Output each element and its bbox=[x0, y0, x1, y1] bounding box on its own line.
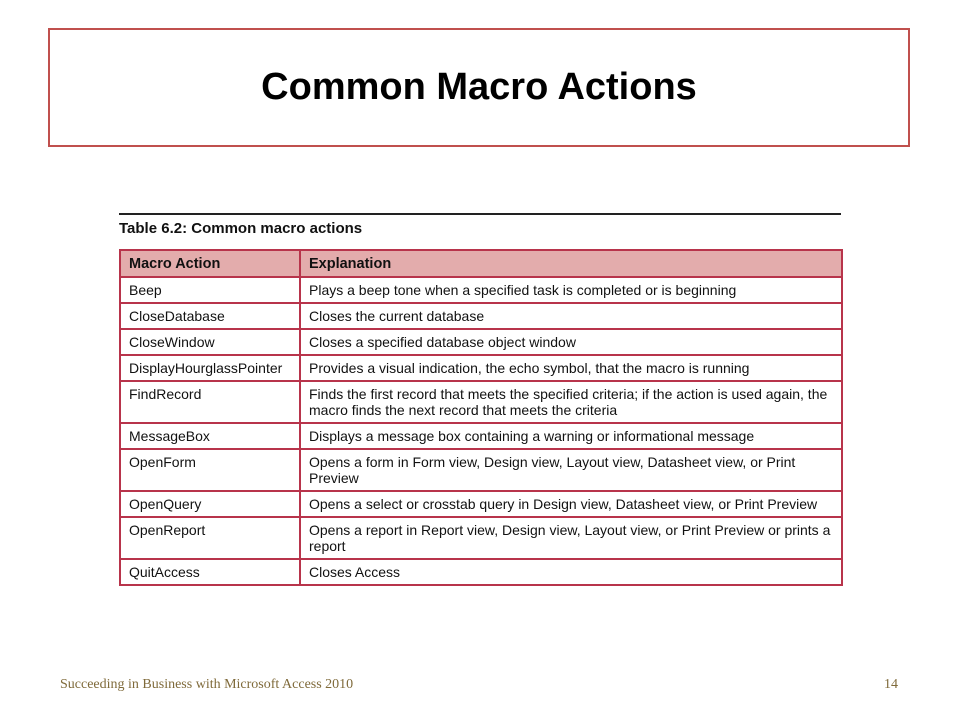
column-header-explanation: Explanation bbox=[300, 250, 842, 277]
table-row bbox=[120, 381, 842, 423]
macro-action-cell: OpenForm bbox=[120, 449, 300, 491]
macro-action-cell: OpenReport bbox=[120, 517, 300, 559]
table-row bbox=[120, 303, 842, 329]
explanation-cell: Finds the first record that meets the specified criteria; if the action is used again, the macro finds the next record that meets the criteria bbox=[300, 381, 842, 423]
macro-action-cell: CloseWindow bbox=[120, 329, 300, 355]
table-row bbox=[120, 277, 842, 303]
macro-action-cell: OpenQuery bbox=[120, 491, 300, 517]
table-row bbox=[120, 491, 842, 517]
table-row bbox=[120, 559, 842, 585]
table-row bbox=[120, 517, 842, 559]
macro-action-cell: Beep bbox=[120, 277, 300, 303]
explanation-cell: Closes a specified database object window bbox=[300, 329, 842, 355]
table-row bbox=[120, 355, 842, 381]
explanation-cell: Opens a report in Report view, Design view, Layout view, or Print Preview or prints a report bbox=[300, 517, 842, 559]
table-header-row bbox=[120, 250, 842, 277]
table-row bbox=[120, 449, 842, 491]
table-row bbox=[120, 423, 842, 449]
explanation-cell: Closes the current database bbox=[300, 303, 842, 329]
explanation-cell: Opens a form in Form view, Design view, Layout view, Datasheet view, or Print Preview bbox=[300, 449, 842, 491]
explanation-cell: Closes Access bbox=[300, 559, 842, 585]
explanation-cell: Provides a visual indication, the echo symbol, that the macro is running bbox=[300, 355, 842, 381]
table-row bbox=[120, 329, 842, 355]
explanation-cell: Plays a beep tone when a specified task is completed or is beginning bbox=[300, 277, 842, 303]
title-box bbox=[48, 28, 910, 147]
explanation-cell: Displays a message box containing a warning or informational message bbox=[300, 423, 842, 449]
macro-action-cell: CloseDatabase bbox=[120, 303, 300, 329]
macro-action-cell: QuitAccess bbox=[120, 559, 300, 585]
page-number: 14 bbox=[884, 677, 898, 692]
column-header-macro-action: Macro Action bbox=[120, 250, 300, 277]
macro-actions-table bbox=[119, 249, 843, 586]
footer-source: Succeeding in Business with Microsoft Access 2010 bbox=[60, 677, 354, 692]
macro-action-cell: DisplayHourglassPointer bbox=[120, 355, 300, 381]
explanation-cell: Opens a select or crosstab query in Design view, Datasheet view, or Print Preview bbox=[300, 491, 842, 517]
macro-action-cell: FindRecord bbox=[120, 381, 300, 423]
slide-title: Common Macro Actions bbox=[261, 66, 697, 108]
table-caption: Table 6.2: Common macro actions bbox=[119, 213, 841, 237]
macro-action-cell: MessageBox bbox=[120, 423, 300, 449]
